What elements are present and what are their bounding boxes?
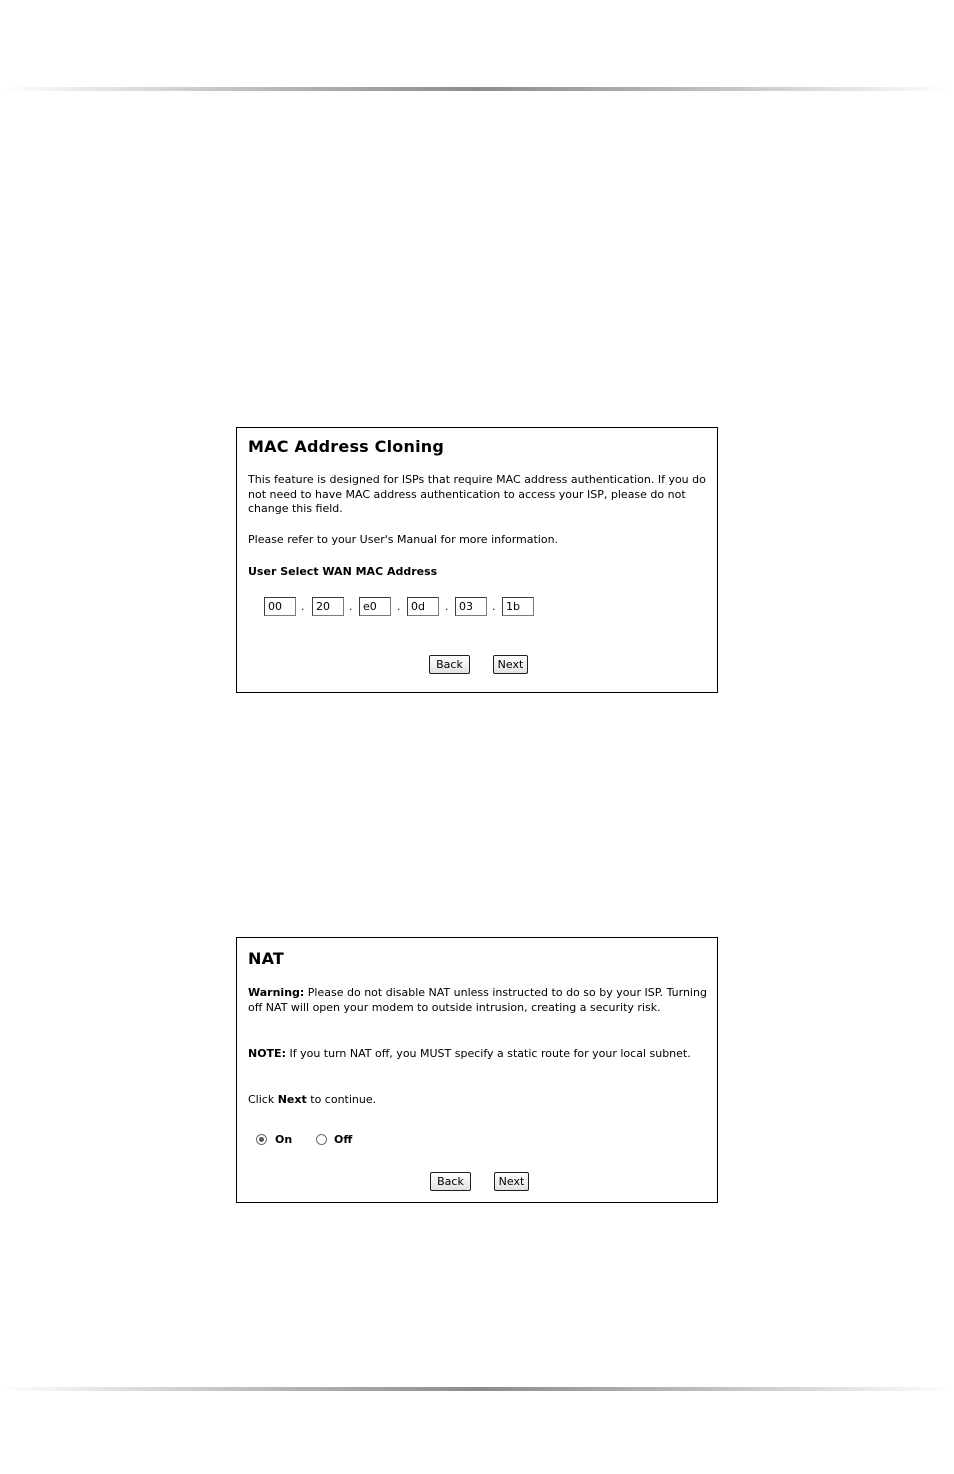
panel-title: NAT bbox=[248, 949, 285, 968]
panel-title: MAC Address Cloning bbox=[248, 437, 445, 456]
next-button[interactable]: Next bbox=[494, 1172, 529, 1191]
mac-address-label: User Select WAN MAC Address bbox=[248, 565, 438, 578]
mac-separator: . bbox=[301, 600, 305, 613]
note-text: If you turn NAT off, you MUST specify a static route for your local subnet. bbox=[289, 1047, 691, 1060]
click-prefix: Click bbox=[248, 1093, 275, 1106]
continue-instruction bbox=[248, 1093, 713, 1108]
mac-octet-5[interactable] bbox=[455, 597, 487, 616]
back-button[interactable]: Back bbox=[429, 655, 470, 674]
nat-off-label: Off bbox=[334, 1133, 353, 1146]
nat-panel bbox=[236, 937, 718, 1203]
nat-on-radio[interactable] bbox=[256, 1134, 267, 1145]
mac-separator: . bbox=[397, 600, 401, 613]
next-button[interactable]: Next bbox=[493, 655, 528, 674]
mac-octet-1[interactable] bbox=[264, 597, 296, 616]
nat-off-radio[interactable] bbox=[316, 1134, 327, 1145]
nat-note bbox=[248, 1047, 713, 1062]
mac-separator: . bbox=[492, 600, 496, 613]
bottom-divider bbox=[0, 1387, 954, 1391]
nat-on-label: On bbox=[275, 1133, 293, 1146]
mac-separator: . bbox=[349, 600, 353, 613]
manual-reference-text: Please refer to your User's Manual for more information. bbox=[248, 533, 559, 546]
click-next-word: Next bbox=[277, 1093, 307, 1106]
mac-address-cloning-panel bbox=[236, 427, 718, 693]
note-label: NOTE: bbox=[248, 1047, 286, 1060]
back-button[interactable]: Back bbox=[430, 1172, 471, 1191]
mac-separator: . bbox=[445, 600, 449, 613]
top-divider bbox=[0, 87, 954, 91]
warning-label: Warning: bbox=[248, 986, 305, 999]
mac-octet-2[interactable] bbox=[312, 597, 344, 616]
mac-octet-6[interactable] bbox=[502, 597, 534, 616]
click-suffix: to continue. bbox=[310, 1093, 377, 1106]
mac-octet-3[interactable] bbox=[359, 597, 391, 616]
mac-octet-4[interactable] bbox=[407, 597, 439, 616]
warning-text: Please do not disable NAT unless instructed to do so by your ISP. Turning off NAT will open your modem to outside intrusion, creating a security risk. bbox=[248, 986, 707, 1014]
mac-description: This feature is designed for ISPs that require MAC address authentication. If you do not need to have MAC address authentication to access your ISP, please do not change this field. bbox=[248, 473, 706, 515]
nat-warning bbox=[248, 986, 713, 1015]
